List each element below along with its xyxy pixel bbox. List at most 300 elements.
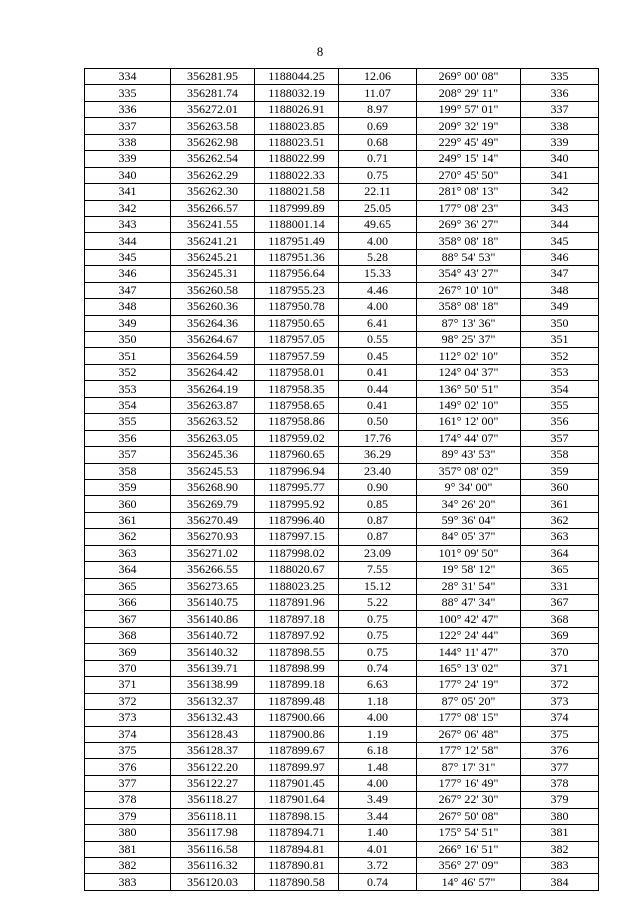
distance-cell: 4.00 bbox=[339, 299, 417, 315]
table-row bbox=[85, 200, 599, 216]
point-number-cell: 356 bbox=[85, 430, 171, 446]
bearing-cell: 87° 17' 31" bbox=[417, 759, 521, 775]
distance-cell: 1.48 bbox=[339, 759, 417, 775]
next-point-cell: 377 bbox=[521, 759, 599, 775]
bearing-cell: 89° 43' 53" bbox=[417, 447, 521, 463]
distance-cell: 0.69 bbox=[339, 118, 417, 134]
next-point-cell: 341 bbox=[521, 167, 599, 183]
bearing-cell: 269° 00' 08" bbox=[417, 69, 521, 85]
table-row bbox=[85, 545, 599, 561]
bearing-cell: 209° 32' 19" bbox=[417, 118, 521, 134]
table-row bbox=[85, 69, 599, 85]
y-coordinate-cell: 1188021.58 bbox=[255, 184, 339, 200]
table-row bbox=[85, 364, 599, 380]
next-point-cell: 335 bbox=[521, 69, 599, 85]
y-coordinate-cell: 1187900.86 bbox=[255, 726, 339, 742]
table-row bbox=[85, 759, 599, 775]
point-number-cell: 347 bbox=[85, 282, 171, 298]
next-point-cell: 348 bbox=[521, 282, 599, 298]
x-coordinate-cell: 356241.21 bbox=[171, 233, 255, 249]
y-coordinate-cell: 1187899.48 bbox=[255, 693, 339, 709]
x-coordinate-cell: 356128.37 bbox=[171, 742, 255, 758]
distance-cell: 0.75 bbox=[339, 167, 417, 183]
point-number-cell: 340 bbox=[85, 167, 171, 183]
x-coordinate-cell: 356266.57 bbox=[171, 200, 255, 216]
point-number-cell: 365 bbox=[85, 578, 171, 594]
table-row bbox=[85, 496, 599, 512]
next-point-cell: 364 bbox=[521, 545, 599, 561]
next-point-cell: 384 bbox=[521, 874, 599, 890]
next-point-cell: 360 bbox=[521, 479, 599, 495]
point-number-cell: 370 bbox=[85, 660, 171, 676]
y-coordinate-cell: 1187950.65 bbox=[255, 315, 339, 331]
x-coordinate-cell: 356262.54 bbox=[171, 151, 255, 167]
y-coordinate-cell: 1188044.25 bbox=[255, 69, 339, 85]
distance-cell: 0.75 bbox=[339, 611, 417, 627]
next-point-cell: 346 bbox=[521, 249, 599, 265]
x-coordinate-cell: 356241.55 bbox=[171, 216, 255, 232]
x-coordinate-cell: 356273.65 bbox=[171, 578, 255, 594]
x-coordinate-cell: 356263.05 bbox=[171, 430, 255, 446]
distance-cell: 5.28 bbox=[339, 249, 417, 265]
distance-cell: 0.50 bbox=[339, 414, 417, 430]
y-coordinate-cell: 1188022.33 bbox=[255, 167, 339, 183]
table-row bbox=[85, 726, 599, 742]
table-row bbox=[85, 397, 599, 413]
point-number-cell: 372 bbox=[85, 693, 171, 709]
table-row bbox=[85, 792, 599, 808]
x-coordinate-cell: 356262.30 bbox=[171, 184, 255, 200]
distance-cell: 12.06 bbox=[339, 69, 417, 85]
next-point-cell: 336 bbox=[521, 85, 599, 101]
table-row bbox=[85, 742, 599, 758]
bearing-cell: 87° 13' 36" bbox=[417, 315, 521, 331]
y-coordinate-cell: 1187899.97 bbox=[255, 759, 339, 775]
next-point-cell: 381 bbox=[521, 825, 599, 841]
distance-cell: 1.18 bbox=[339, 693, 417, 709]
x-coordinate-cell: 356132.43 bbox=[171, 710, 255, 726]
distance-cell: 5.22 bbox=[339, 595, 417, 611]
bearing-cell: 100° 42' 47" bbox=[417, 611, 521, 627]
bearing-cell: 28° 31' 54" bbox=[417, 578, 521, 594]
bearing-cell: 266° 16' 51" bbox=[417, 841, 521, 857]
distance-cell: 0.90 bbox=[339, 479, 417, 495]
bearing-cell: 177° 24' 19" bbox=[417, 677, 521, 693]
bearing-cell: 267° 06' 48" bbox=[417, 726, 521, 742]
y-coordinate-cell: 1187951.49 bbox=[255, 233, 339, 249]
y-coordinate-cell: 1187890.58 bbox=[255, 874, 339, 890]
y-coordinate-cell: 1188026.91 bbox=[255, 101, 339, 117]
distance-cell: 0.74 bbox=[339, 660, 417, 676]
bearing-cell: 229° 45' 49" bbox=[417, 134, 521, 150]
point-number-cell: 352 bbox=[85, 364, 171, 380]
y-coordinate-cell: 1187894.81 bbox=[255, 841, 339, 857]
x-coordinate-cell: 356117.98 bbox=[171, 825, 255, 841]
point-number-cell: 334 bbox=[85, 69, 171, 85]
next-point-cell: 342 bbox=[521, 184, 599, 200]
bearing-cell: 281° 08' 13" bbox=[417, 184, 521, 200]
distance-cell: 4.00 bbox=[339, 775, 417, 791]
x-coordinate-cell: 356140.72 bbox=[171, 627, 255, 643]
next-point-cell: 354 bbox=[521, 381, 599, 397]
x-coordinate-cell: 356140.75 bbox=[171, 595, 255, 611]
table-row bbox=[85, 332, 599, 348]
distance-cell: 0.45 bbox=[339, 348, 417, 364]
next-point-cell: 376 bbox=[521, 742, 599, 758]
table-row bbox=[85, 447, 599, 463]
x-coordinate-cell: 356116.32 bbox=[171, 858, 255, 874]
table-row bbox=[85, 775, 599, 791]
x-coordinate-cell: 356128.43 bbox=[171, 726, 255, 742]
y-coordinate-cell: 1187898.15 bbox=[255, 808, 339, 824]
point-number-cell: 339 bbox=[85, 151, 171, 167]
y-coordinate-cell: 1187957.05 bbox=[255, 332, 339, 348]
next-point-cell: 344 bbox=[521, 216, 599, 232]
table-row bbox=[85, 677, 599, 693]
x-coordinate-cell: 356245.36 bbox=[171, 447, 255, 463]
table-row bbox=[85, 151, 599, 167]
y-coordinate-cell: 1187891.96 bbox=[255, 595, 339, 611]
x-coordinate-cell: 356263.87 bbox=[171, 397, 255, 413]
point-number-cell: 344 bbox=[85, 233, 171, 249]
x-coordinate-cell: 356264.42 bbox=[171, 364, 255, 380]
next-point-cell: 345 bbox=[521, 233, 599, 249]
x-coordinate-cell: 356269.79 bbox=[171, 496, 255, 512]
x-coordinate-cell: 356281.74 bbox=[171, 85, 255, 101]
distance-cell: 49.65 bbox=[339, 216, 417, 232]
table-row bbox=[85, 529, 599, 545]
distance-cell: 3.49 bbox=[339, 792, 417, 808]
x-coordinate-cell: 356132.37 bbox=[171, 693, 255, 709]
next-point-cell: 368 bbox=[521, 611, 599, 627]
point-number-cell: 363 bbox=[85, 545, 171, 561]
next-point-cell: 353 bbox=[521, 364, 599, 380]
next-point-cell: 352 bbox=[521, 348, 599, 364]
x-coordinate-cell: 356245.31 bbox=[171, 266, 255, 282]
distance-cell: 23.09 bbox=[339, 545, 417, 561]
table-row bbox=[85, 85, 599, 101]
next-point-cell: 358 bbox=[521, 447, 599, 463]
table-row bbox=[85, 216, 599, 232]
x-coordinate-cell: 356266.55 bbox=[171, 562, 255, 578]
y-coordinate-cell: 1187890.81 bbox=[255, 858, 339, 874]
point-number-cell: 357 bbox=[85, 447, 171, 463]
next-point-cell: 337 bbox=[521, 101, 599, 117]
bearing-cell: 88° 54' 53" bbox=[417, 249, 521, 265]
table-row bbox=[85, 578, 599, 594]
x-coordinate-cell: 356262.98 bbox=[171, 134, 255, 150]
x-coordinate-cell: 356140.32 bbox=[171, 644, 255, 660]
distance-cell: 0.41 bbox=[339, 397, 417, 413]
point-number-cell: 380 bbox=[85, 825, 171, 841]
bearing-cell: 122° 24' 44" bbox=[417, 627, 521, 643]
y-coordinate-cell: 1188023.51 bbox=[255, 134, 339, 150]
distance-cell: 0.75 bbox=[339, 644, 417, 660]
bearing-cell: 101° 09' 50" bbox=[417, 545, 521, 561]
distance-cell: 0.75 bbox=[339, 627, 417, 643]
x-coordinate-cell: 356122.27 bbox=[171, 775, 255, 791]
distance-cell: 0.87 bbox=[339, 529, 417, 545]
bearing-cell: 357° 08' 02" bbox=[417, 463, 521, 479]
y-coordinate-cell: 1187898.55 bbox=[255, 644, 339, 660]
y-coordinate-cell: 1187897.92 bbox=[255, 627, 339, 643]
next-point-cell: 331 bbox=[521, 578, 599, 594]
table-row bbox=[85, 167, 599, 183]
next-point-cell: 370 bbox=[521, 644, 599, 660]
bearing-cell: 175° 54' 51" bbox=[417, 825, 521, 841]
x-coordinate-cell: 356268.90 bbox=[171, 479, 255, 495]
y-coordinate-cell: 1187955.23 bbox=[255, 282, 339, 298]
y-coordinate-cell: 1187995.92 bbox=[255, 496, 339, 512]
coordinates-table bbox=[84, 68, 599, 891]
point-number-cell: 371 bbox=[85, 677, 171, 693]
y-coordinate-cell: 1187999.89 bbox=[255, 200, 339, 216]
bearing-cell: 177° 16' 49" bbox=[417, 775, 521, 791]
y-coordinate-cell: 1187958.35 bbox=[255, 381, 339, 397]
bearing-cell: 208° 29' 11" bbox=[417, 85, 521, 101]
next-point-cell: 375 bbox=[521, 726, 599, 742]
x-coordinate-cell: 356264.19 bbox=[171, 381, 255, 397]
point-number-cell: 336 bbox=[85, 101, 171, 117]
distance-cell: 25.05 bbox=[339, 200, 417, 216]
table-row bbox=[85, 660, 599, 676]
bearing-cell: 354° 43' 27" bbox=[417, 266, 521, 282]
bearing-cell: 270° 45' 50" bbox=[417, 167, 521, 183]
point-number-cell: 367 bbox=[85, 611, 171, 627]
point-number-cell: 362 bbox=[85, 529, 171, 545]
next-point-cell: 373 bbox=[521, 693, 599, 709]
table-row bbox=[85, 562, 599, 578]
table-row bbox=[85, 233, 599, 249]
bearing-cell: 88° 47' 34" bbox=[417, 595, 521, 611]
y-coordinate-cell: 1187898.99 bbox=[255, 660, 339, 676]
table-row bbox=[85, 627, 599, 643]
distance-cell: 15.12 bbox=[339, 578, 417, 594]
y-coordinate-cell: 1187997.15 bbox=[255, 529, 339, 545]
table-row bbox=[85, 282, 599, 298]
table-row bbox=[85, 463, 599, 479]
point-number-cell: 381 bbox=[85, 841, 171, 857]
y-coordinate-cell: 1188001.14 bbox=[255, 216, 339, 232]
distance-cell: 11.07 bbox=[339, 85, 417, 101]
point-number-cell: 360 bbox=[85, 496, 171, 512]
distance-cell: 4.01 bbox=[339, 841, 417, 857]
bearing-cell: 161° 12' 00" bbox=[417, 414, 521, 430]
bearing-cell: 177° 12' 58" bbox=[417, 742, 521, 758]
y-coordinate-cell: 1187960.65 bbox=[255, 447, 339, 463]
distance-cell: 22.11 bbox=[339, 184, 417, 200]
table-row bbox=[85, 184, 599, 200]
table-row bbox=[85, 249, 599, 265]
next-point-cell: 361 bbox=[521, 496, 599, 512]
point-number-cell: 351 bbox=[85, 348, 171, 364]
y-coordinate-cell: 1187901.45 bbox=[255, 775, 339, 791]
table-row bbox=[85, 858, 599, 874]
point-number-cell: 375 bbox=[85, 742, 171, 758]
point-number-cell: 343 bbox=[85, 216, 171, 232]
y-coordinate-cell: 1187958.01 bbox=[255, 364, 339, 380]
next-point-cell: 347 bbox=[521, 266, 599, 282]
next-point-cell: 350 bbox=[521, 315, 599, 331]
distance-cell: 6.41 bbox=[339, 315, 417, 331]
table-row bbox=[85, 299, 599, 315]
point-number-cell: 345 bbox=[85, 249, 171, 265]
distance-cell: 0.74 bbox=[339, 874, 417, 890]
point-number-cell: 374 bbox=[85, 726, 171, 742]
point-number-cell: 369 bbox=[85, 644, 171, 660]
next-point-cell: 382 bbox=[521, 841, 599, 857]
distance-cell: 8.97 bbox=[339, 101, 417, 117]
next-point-cell: 372 bbox=[521, 677, 599, 693]
table-row bbox=[85, 693, 599, 709]
point-number-cell: 349 bbox=[85, 315, 171, 331]
next-point-cell: 379 bbox=[521, 792, 599, 808]
next-point-cell: 343 bbox=[521, 200, 599, 216]
next-point-cell: 367 bbox=[521, 595, 599, 611]
x-coordinate-cell: 356120.03 bbox=[171, 874, 255, 890]
bearing-cell: 84° 05' 37" bbox=[417, 529, 521, 545]
x-coordinate-cell: 356264.67 bbox=[171, 332, 255, 348]
x-coordinate-cell: 356116.58 bbox=[171, 841, 255, 857]
x-coordinate-cell: 356264.36 bbox=[171, 315, 255, 331]
point-number-cell: 346 bbox=[85, 266, 171, 282]
point-number-cell: 364 bbox=[85, 562, 171, 578]
table-row bbox=[85, 595, 599, 611]
x-coordinate-cell: 356118.11 bbox=[171, 808, 255, 824]
point-number-cell: 338 bbox=[85, 134, 171, 150]
y-coordinate-cell: 1188020.67 bbox=[255, 562, 339, 578]
table-row bbox=[85, 348, 599, 364]
distance-cell: 0.55 bbox=[339, 332, 417, 348]
point-number-cell: 350 bbox=[85, 332, 171, 348]
distance-cell: 3.44 bbox=[339, 808, 417, 824]
table-row bbox=[85, 825, 599, 841]
distance-cell: 3.72 bbox=[339, 858, 417, 874]
table-row bbox=[85, 381, 599, 397]
point-number-cell: 382 bbox=[85, 858, 171, 874]
table-row bbox=[85, 874, 599, 890]
y-coordinate-cell: 1188022.99 bbox=[255, 151, 339, 167]
distance-cell: 36.29 bbox=[339, 447, 417, 463]
page-number: 8 bbox=[316, 44, 324, 59]
next-point-cell: 369 bbox=[521, 627, 599, 643]
point-number-cell: 376 bbox=[85, 759, 171, 775]
next-point-cell: 371 bbox=[521, 660, 599, 676]
table-row bbox=[85, 611, 599, 627]
x-coordinate-cell: 356140.86 bbox=[171, 611, 255, 627]
bearing-cell: 267° 50' 08" bbox=[417, 808, 521, 824]
next-point-cell: 362 bbox=[521, 512, 599, 528]
next-point-cell: 380 bbox=[521, 808, 599, 824]
table-row bbox=[85, 512, 599, 528]
distance-cell: 4.00 bbox=[339, 710, 417, 726]
point-number-cell: 342 bbox=[85, 200, 171, 216]
distance-cell: 15.33 bbox=[339, 266, 417, 282]
next-point-cell: 351 bbox=[521, 332, 599, 348]
y-coordinate-cell: 1187998.02 bbox=[255, 545, 339, 561]
x-coordinate-cell: 356260.58 bbox=[171, 282, 255, 298]
bearing-cell: 199° 57' 01" bbox=[417, 101, 521, 117]
x-coordinate-cell: 356122.20 bbox=[171, 759, 255, 775]
table-row bbox=[85, 414, 599, 430]
bearing-cell: 269° 36' 27" bbox=[417, 216, 521, 232]
distance-cell: 1.40 bbox=[339, 825, 417, 841]
next-point-cell: 383 bbox=[521, 858, 599, 874]
bearing-cell: 34° 26' 20" bbox=[417, 496, 521, 512]
bearing-cell: 358° 08' 18" bbox=[417, 233, 521, 249]
bearing-cell: 149° 02' 10" bbox=[417, 397, 521, 413]
y-coordinate-cell: 1187996.94 bbox=[255, 463, 339, 479]
y-coordinate-cell: 1187899.18 bbox=[255, 677, 339, 693]
x-coordinate-cell: 356139.71 bbox=[171, 660, 255, 676]
next-point-cell: 338 bbox=[521, 118, 599, 134]
distance-cell: 0.87 bbox=[339, 512, 417, 528]
table-row bbox=[85, 266, 599, 282]
bearing-cell: 249° 15' 14" bbox=[417, 151, 521, 167]
table-row bbox=[85, 808, 599, 824]
point-number-cell: 368 bbox=[85, 627, 171, 643]
next-point-cell: 356 bbox=[521, 414, 599, 430]
next-point-cell: 378 bbox=[521, 775, 599, 791]
next-point-cell: 349 bbox=[521, 299, 599, 315]
distance-cell: 0.85 bbox=[339, 496, 417, 512]
y-coordinate-cell: 1188023.25 bbox=[255, 578, 339, 594]
point-number-cell: 383 bbox=[85, 874, 171, 890]
distance-cell: 23.40 bbox=[339, 463, 417, 479]
x-coordinate-cell: 356271.02 bbox=[171, 545, 255, 561]
bearing-cell: 136° 50' 51" bbox=[417, 381, 521, 397]
table-row bbox=[85, 430, 599, 446]
next-point-cell: 340 bbox=[521, 151, 599, 167]
distance-cell: 6.63 bbox=[339, 677, 417, 693]
x-coordinate-cell: 356138.99 bbox=[171, 677, 255, 693]
distance-cell: 1.19 bbox=[339, 726, 417, 742]
x-coordinate-cell: 356245.21 bbox=[171, 249, 255, 265]
point-number-cell: 335 bbox=[85, 85, 171, 101]
bearing-cell: 59° 36' 04" bbox=[417, 512, 521, 528]
distance-cell: 7.55 bbox=[339, 562, 417, 578]
coordinates-table-body bbox=[85, 69, 599, 891]
y-coordinate-cell: 1187894.71 bbox=[255, 825, 339, 841]
bearing-cell: 124° 04' 37" bbox=[417, 364, 521, 380]
x-coordinate-cell: 356263.52 bbox=[171, 414, 255, 430]
bearing-cell: 267° 10' 10" bbox=[417, 282, 521, 298]
point-number-cell: 366 bbox=[85, 595, 171, 611]
point-number-cell: 359 bbox=[85, 479, 171, 495]
point-number-cell: 355 bbox=[85, 414, 171, 430]
table-row bbox=[85, 134, 599, 150]
y-coordinate-cell: 1187959.02 bbox=[255, 430, 339, 446]
point-number-cell: 361 bbox=[85, 512, 171, 528]
bearing-cell: 356° 27' 09" bbox=[417, 858, 521, 874]
point-number-cell: 353 bbox=[85, 381, 171, 397]
distance-cell: 0.41 bbox=[339, 364, 417, 380]
x-coordinate-cell: 356270.93 bbox=[171, 529, 255, 545]
table-row bbox=[85, 118, 599, 134]
next-point-cell: 359 bbox=[521, 463, 599, 479]
point-number-cell: 348 bbox=[85, 299, 171, 315]
x-coordinate-cell: 356245.53 bbox=[171, 463, 255, 479]
x-coordinate-cell: 356281.95 bbox=[171, 69, 255, 85]
bearing-cell: 267° 22' 30" bbox=[417, 792, 521, 808]
next-point-cell: 365 bbox=[521, 562, 599, 578]
bearing-cell: 9° 34' 00" bbox=[417, 479, 521, 495]
next-point-cell: 374 bbox=[521, 710, 599, 726]
bearing-cell: 177° 08' 15" bbox=[417, 710, 521, 726]
point-number-cell: 377 bbox=[85, 775, 171, 791]
point-number-cell: 379 bbox=[85, 808, 171, 824]
table-row bbox=[85, 101, 599, 117]
